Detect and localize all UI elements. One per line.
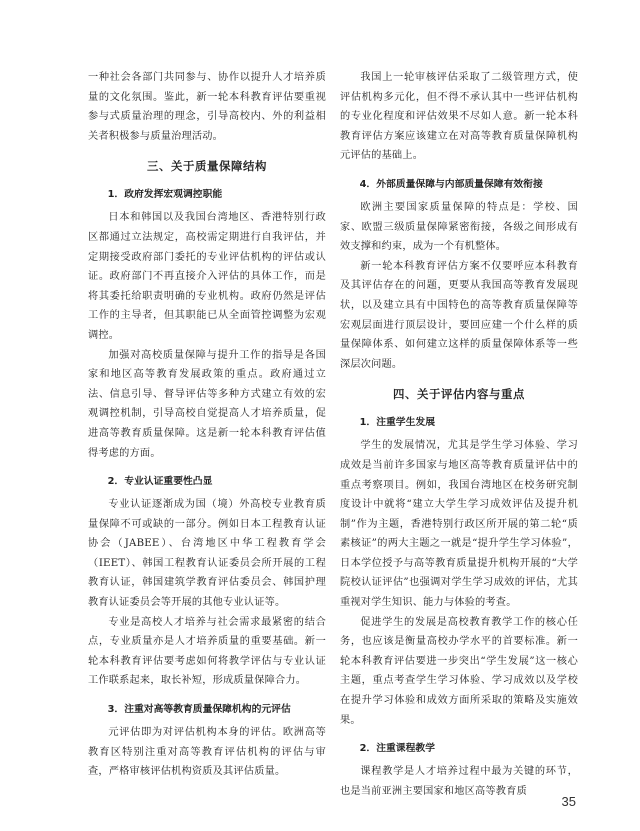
subsection-heading: 3．注重对高等教育质量保障机构的元评估 (107, 704, 291, 716)
paragraph: 新一轮本科教育评估方案不仅要呼应本科教育及其评估存在的问题，更要从我国高等教育发展现状，以及建立具有中国特色的高等教育质量保障等宏观层面进行顶层设计，要回应建一个什么样的质量保障体系、如何建立这样的质量保障体系等一些深层次问题。 (340, 260, 578, 370)
paragraph: 元评估即为对评估机构本身的评估。欧洲高等教育区特别注重对高等教育评估机构的评估与审查，严格审核评估机构资质及其评估质量。 (88, 727, 326, 778)
paragraph: 学生的发展情况，尤其是学生学习体验、学习成效是当前许多国家与地区高等教育质量评估中的重点考察项目。例如，我国台湾地区在校务研究制度设计中就将“建立大学生学习成效评估及提升机制”作为主题，香港特别行政区所开展的第二轮“质素核证”的两大主题之一就是“提升学生学习体验”，日本学位授予与高等教育质量提升机构开展的“大学院校认证评估”也强调对学生学习成效的评估，尤其重视对学生知识、能力与体验的考查。 (340, 440, 578, 609)
section-heading: 四、关于评估内容与重点 (393, 387, 525, 402)
subsection-heading: 1．注重学生发展 (359, 417, 435, 429)
paragraph: 课程教学是人才培养过程中最为关键的环节，也是当前亚洲主要国家和地区高等教育质 (340, 766, 578, 797)
subsection-heading: 2．注重课程教学 (359, 743, 435, 755)
paragraph: 促进学生的发展是高校教育教学工作的核心任务，也应该是衡量高校办学水平的首要标准。新一轮本科教育评估要进一步突出“学生发展”这一核心主题，重点考查学生学习体验、学习成效以及学校在提升学习体验和成效方面所采取的策略及实施效果。 (340, 616, 578, 726)
paragraph: 一种社会各部门共同参与、协作以提升人才培养质量的文化氛围。鉴此，新一轮本科教育评估要重视参与式质量治理的理念，引导高校内、外的利益相关者积极参与质量治理活动。 (88, 72, 326, 142)
paragraph: 专业是高校人才培养与社会需求最紧密的结合点，专业质量亦是人才培养质量的重要基础。新一轮本科教育评估要考虑如何将教学评估与专业认证工作联系起来，取长补短，形成质量保障合力。 (88, 616, 326, 687)
right-column (340, 68, 578, 801)
paragraph: 欧洲主要国家质量保障的特点是：学校、国家、欧盟三级质量保障紧密衔接，各级之间形成有效支撑和约束，成为一个有机整体。 (340, 201, 578, 253)
subsection-heading: 2．专业认证重要性凸显 (107, 476, 213, 488)
page-number: 35 (561, 794, 576, 809)
subsection-heading: 1．政府发挥宏观调控职能 (107, 189, 223, 201)
paragraph: 专业认证逐渐成为国（境）外高校专业教育质量保障不可或缺的一部分。例如日本工程教育认证协会（JABEE）、台湾地区中华工程教育学会（IEET）、韩国工程教育认证委员会所开展的工程教育认证，韩国建筑学教育评估委员会、韩国护理教育认证委员会等开展的其他专业认证等。 (88, 499, 326, 609)
paragraph: 日本和韩国以及我国台湾地区、香港特别行政区都通过立法规定，高校需定期进行自我评估，并定期接受政府部门委托的专业评估机构的评估或认证。政府部门不再直接介入评估的具体工作，而是将其委托给职责明确的专业机构。政府仍然是评估工作的主导者，但其职能已从全面管控调整为宏观调控。 (88, 212, 326, 341)
left-column (88, 68, 326, 782)
paragraph: 我国上一轮审核评估采取了二级管理方式，使评估机构多元化，但不得不承认其中一些评估机构的专业化程度和评估效果不尽如人意。新一轮本科教育评估方案应该建立在对高等教育质量保障机构元评估的基础上。 (340, 72, 578, 162)
paragraph: 加强对高校质量保障与提升工作的指导是各国家和地区高等教育发展政策的重点。政府通过立法、信息引导、督导评估等多种方式建立有效的宏观调控机制，引导高校自觉提高人才培养质量，促进高等教育质量保障。这是新一轮本科教育评估值得考虑的方面。 (88, 349, 326, 459)
subsection-heading: 4．外部质量保障与内部质量保障有效衔接 (359, 178, 543, 190)
section-heading: 三、关于质量保障结构 (147, 159, 267, 174)
